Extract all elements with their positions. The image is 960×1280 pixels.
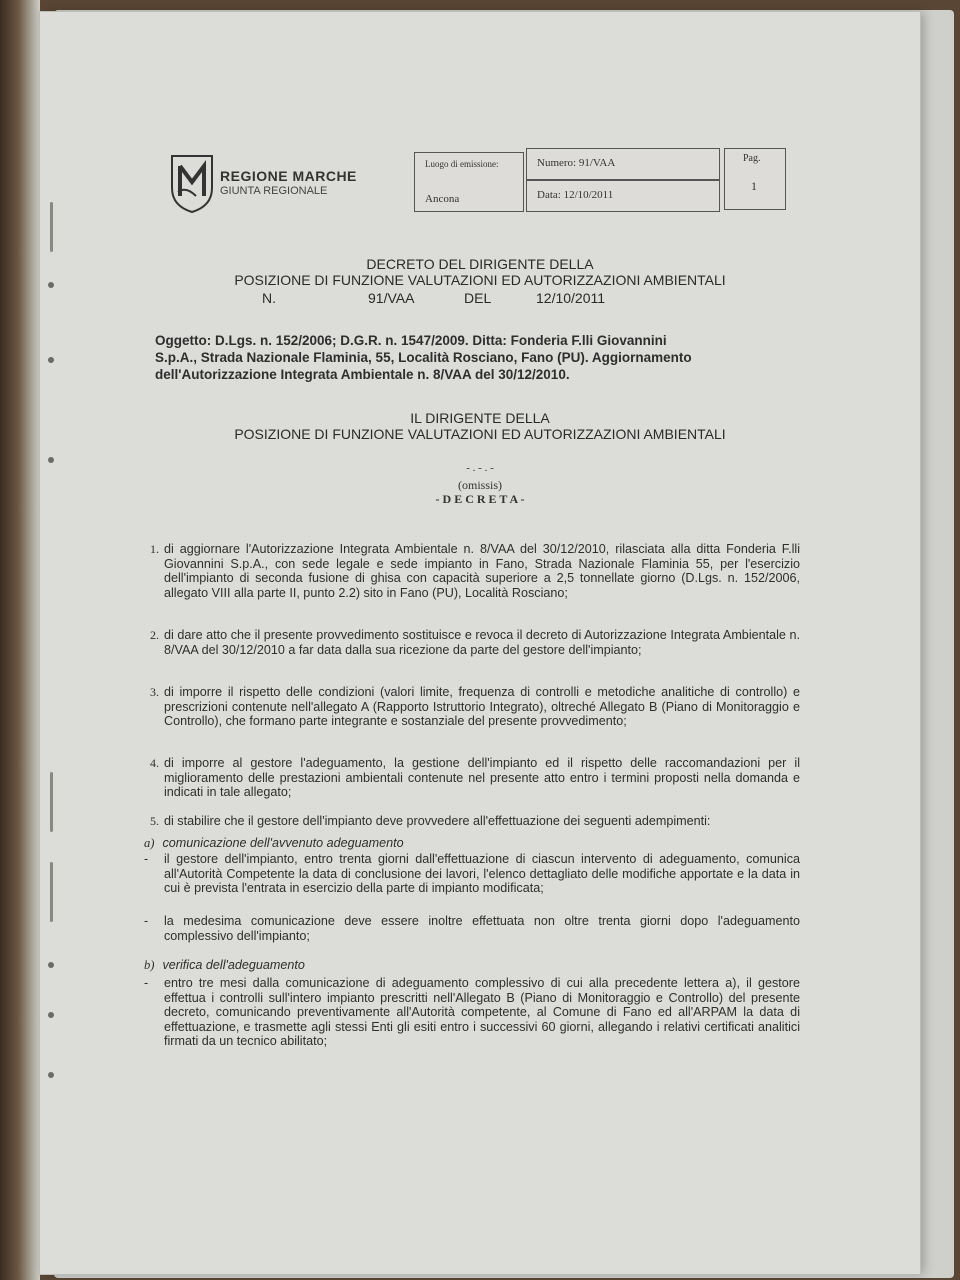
dash-text: entro tre mesi dalla comunicazione di adeguamento complessivo di cui alla precedente lettera a), il gestore effettua i controlli sull'intero impianto prescritti nell'Allegato B (Piano di Monitoraggio e Controllo) del presente decreto, comunicando preventivamente all'Autorità competente, al Comune di Fano ed all'ARPAM la data di effettuazione, e trasmette agli stessi Enti gli esiti entro i successivi 60 giorni, allegando i relativi certificati analitici firmati da un tecnico abilitato; (164, 976, 800, 1049)
sub-a-title: comunicazione dell'avvenuto adeguamento (162, 836, 404, 850)
dash-bullet: - (144, 852, 149, 866)
item-text: di dare atto che il presente provvedimento sostituisce e revoca il decreto di Autorizzazione Integrata Ambientale n. 8/VAA del 30/12/2010 a far data dalla sua ricezione da parte del gestore dell'impianto; (164, 628, 800, 657)
sub-b-label: b) (144, 958, 155, 972)
logo-title: REGIONE MARCHE (220, 168, 357, 184)
dash-text: il gestore dell'impianto, entro trenta giorni dall'effettuazione di ciascun intervento di adeguamento, comunica all'Autorità Competente la data di conclusione dei lavori, l'elenco dettagliato delle modifiche apportate e la data in cui è prevista l'entrata in esercizio della parte di impianto modificata; (164, 852, 800, 896)
luogo-label: Luogo di emissione: (425, 159, 499, 169)
pag-value: 1 (751, 179, 757, 193)
dash-bullet: - (144, 914, 149, 928)
sub-a-dash-2 (144, 914, 800, 943)
punch-hole (48, 357, 54, 363)
title-del-value: 12/10/2011 (536, 290, 606, 306)
logo-subtitle: GIUNTA REGIONALE (220, 185, 328, 197)
title-line-1: DECRETO DEL DIRIGENTE DELLA (366, 256, 594, 272)
decree-item-5 (150, 814, 800, 829)
item-number: 3. (150, 685, 159, 699)
binder-edge (0, 0, 40, 1280)
decree-item-3 (150, 685, 800, 729)
binder-ring (50, 862, 53, 922)
regione-marche-logo-icon (168, 152, 216, 214)
item-text: di imporre al gestore l'adeguamento, la gestione dell'impianto ed il rispetto delle raccomandazioni per il miglioramento delle prestazioni ambientali contenute nel presente atto entro i termini proposti nella domanda e indicati in tale allegato; (164, 756, 800, 800)
decree-item-1 (150, 542, 800, 600)
punch-hole (48, 1072, 54, 1078)
title-n-value: 91/VAA (368, 290, 415, 306)
document-page (40, 12, 920, 1274)
oggetto-line-2: S.p.A., Strada Nazionale Flaminia, 55, Località Rosciano, Fano (PU). Aggiornamento (155, 350, 692, 365)
title-del-label: DEL (464, 290, 492, 306)
oggetto-line-1: Oggetto: D.Lgs. n. 152/2006; D.G.R. n. 1547/2009. Ditta: Fonderia F.lli Giovannini (155, 333, 667, 348)
punch-hole (48, 962, 54, 968)
pag-label: Pag. (743, 153, 761, 164)
omissis: (omissis) (457, 478, 502, 492)
sub-a-dash-1 (144, 852, 800, 896)
oggetto-line-3: dell'Autorizzazione Integrata Ambientale n. 8/VAA del 30/12/2010. (155, 367, 570, 382)
item-text: di aggiornare l'Autorizzazione Integrata Ambientale n. 8/VAA del 30/12/2010, rilasciata alla ditta Fonderia F.lli Giovannini S.p.A., con sede legale e sede impianto in Fano, Strada Nazionale Flaminia 55, per l'esercizio dell'impianto di seconda fusione di ghisa con capacità superiore a 2,5 tonnellate giorno (D.Lgs. n. 152/2006, allegato VIII alla parte II, punto 2.2) sito in Fano (PU), Località Rosciano; (164, 542, 800, 600)
sub-a-label: a) (144, 836, 155, 850)
pag-box (724, 148, 786, 210)
numero-box (526, 148, 720, 180)
sub-b-dash-1 (144, 976, 800, 1049)
dash-text: la medesima comunicazione deve essere inoltre effettuata non oltre trenta giorni dopo l'adeguamento complessivo dell'impianto; (164, 914, 800, 943)
punch-hole (48, 1012, 54, 1018)
luogo-box (414, 152, 524, 212)
binder-ring (50, 202, 53, 252)
dirigente-line-2: POSIZIONE DI FUNZIONE VALUTAZIONI ED AUTORIZZAZIONI AMBIENTALI (234, 426, 726, 442)
decreta-heading: - D E C R E T A - (435, 492, 525, 506)
item-text: di imporre il rispetto delle condizioni (valori limite, frequenza di controlli e metodiche analitiche di controllo) e prescrizioni contenute nell'allegato A (Rapporto Istruttorio Integrato), oltreché Allegato B (Piano di Monitoraggio e Controllo), che formano parte integrante e sostanziale del presente provvedimento; (164, 685, 800, 729)
separator: - . - . - (466, 462, 494, 474)
sub-b-title: verifica dell'adeguamento (162, 958, 305, 972)
decree-item-2 (150, 628, 800, 657)
item-number: 4. (150, 756, 159, 770)
sub-a-heading (144, 836, 404, 851)
item-number: 2. (150, 628, 159, 642)
oggetto (155, 332, 815, 383)
dash-bullet: - (144, 976, 149, 990)
item-text: di stabilire che il gestore dell'impianto deve provvedere all'effettuazione dei seguenti adempimenti: (164, 814, 711, 828)
title-n-label: N. (262, 290, 276, 306)
item-number: 1. (150, 542, 159, 556)
numero-value: Numero: 91/VAA (537, 157, 616, 169)
dirigente-line-1: IL DIRIGENTE DELLA (410, 410, 550, 426)
item-number: 5. (150, 814, 159, 828)
sub-b-heading (144, 958, 305, 973)
luogo-value: Ancona (425, 193, 460, 205)
data-box (526, 180, 720, 212)
decree-item-4 (150, 756, 800, 800)
binder-ring (50, 772, 53, 832)
data-value: Data: 12/10/2011 (537, 189, 614, 201)
title-line-2: POSIZIONE DI FUNZIONE VALUTAZIONI ED AUTORIZZAZIONI AMBIENTALI (234, 272, 726, 288)
